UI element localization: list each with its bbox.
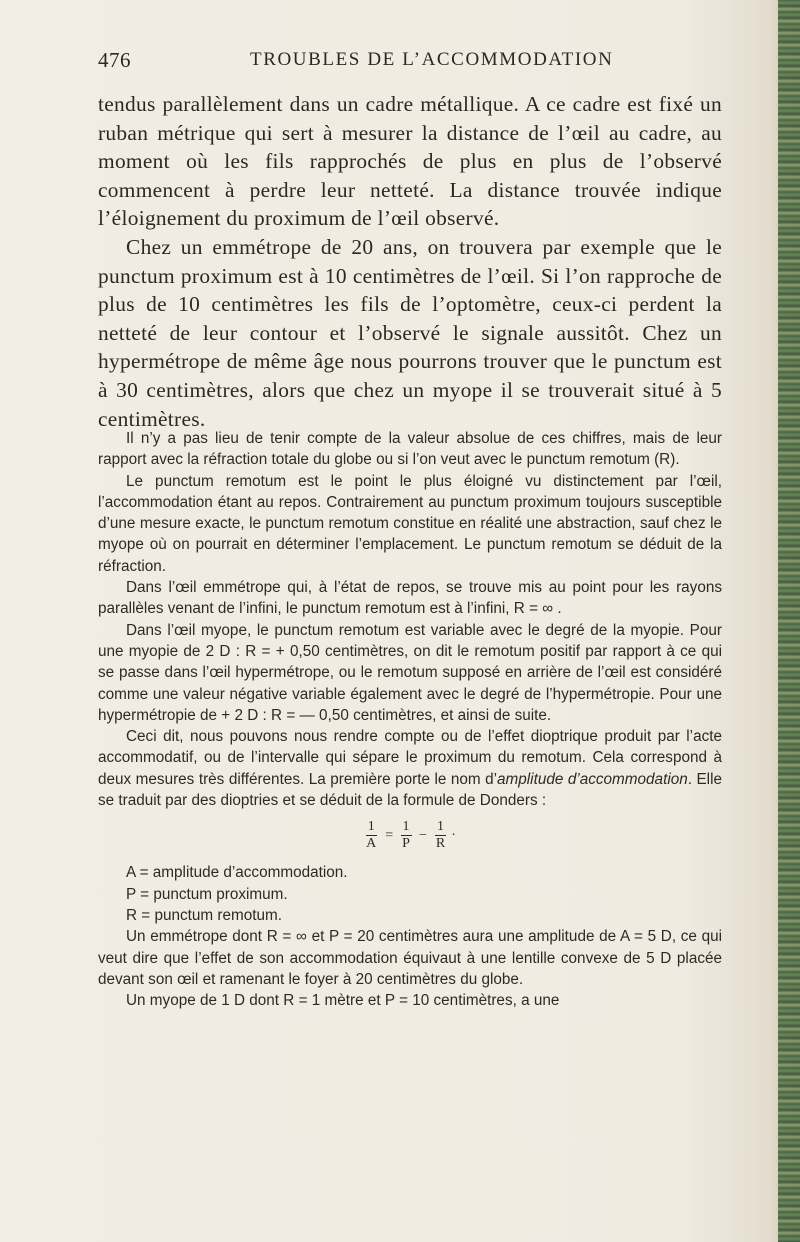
fraction-1-over-r xyxy=(434,819,447,852)
small-paragraph-6: Un emmétrope dont R = ∞ et P = 20 centimètres aura une amplitude de A = 5 D, ce qui veut dire que l’effet de son accommodation équivaut à une lentille convexe de 5 D placée devant son œil et ramenant le foyer à 20 centimètres du globe. xyxy=(98,928,722,988)
fraction-numerator: 1 xyxy=(402,819,410,835)
definition-a: A = amplitude d’accommodation. xyxy=(126,864,348,882)
fraction-1-over-a xyxy=(364,819,378,852)
page-number: 476 xyxy=(98,48,131,72)
small-paragraph-5 xyxy=(98,726,722,811)
equals-sign: = xyxy=(385,828,394,844)
p5-text-after: . Elle se traduit par des dioptries et se déduit de la formule de Donders : xyxy=(98,770,722,810)
definition-r: R = punctum remotum. xyxy=(126,906,283,924)
small-paragraph-2: Le punctum remotum est le point le plus éloigné vu distinctement par l’œil, l’accommodation étant au repos. Contrairement au punctum proximum toujours susceptible d’une mesure exacte, le punctum remotum constitue en réalité une abstraction, sauf chez le myope où on pourrait en déterminer l’emplacement. Le punctum remotum se déduit de la réfraction. xyxy=(98,472,722,575)
main-paragraph-2: Chez un emmétrope de 20 ans, on trouvera par exemple que le punctum proximum est à 10 centimètres de l’œil. Si l’on rapproche de plus de 10 centimètres les fils de l’optomètre, ceux-ci perdent la netteté de leur contour et l’observé le signale aussitôt. Chez un hypermétrope de même âge nous pourrons trouver que le punctum est à 30 centimètres, alors que chez un myope il se trouverait situé à 5 centimètres. xyxy=(98,234,722,431)
page-edge-binding xyxy=(778,0,800,1242)
p5-italic-term: amplitude d’accommodation xyxy=(497,770,688,788)
p5-text-before: Ceci dit, nous pouvons nous rendre compte ou de l’effet dioptrique produit par l’acte accommodatif, ou de l’intervalle qui sépare le proximum du remotum. Cela correspond à deux mesures très différentes. La première porte le nom d’ xyxy=(98,728,722,788)
fraction-denominator: P xyxy=(402,836,410,852)
donders-formula xyxy=(98,819,722,852)
small-paragraph-3: Dans l’œil emmétrope qui, à l’état de repos, se trouve mis au point pour les rayons parallèles venant de l’infini, le punctum remotum est à l’infini, R = ∞ . xyxy=(98,579,722,618)
main-paragraph-1: tendus parallèlement dans un cadre métallique. A ce cadre est fixé un ruban métrique qui sert à mesurer la distance de l’œil au cadre, au moment où les fils rapprochés de plus en plus de l’observé commencent à perdre leur netteté. La distance trouvée indique l’éloignement du proximum de l’œil observé. xyxy=(98,92,722,231)
fraction-1-over-p xyxy=(400,819,412,852)
small-paragraph-4: Dans l’œil myope, le punctum remotum est variable avec le degré de la myopie. Pour une myopie de 2 D : R = + 0,50 centimètres, on dit le remotum positif par rapport à ce qui se passe dans l’œil hypermétrope, ou le remotum supposé en arrière de l’œil est considéré comme une valeur négative variable également avec le degré de l’hypermétropie. Pour une hypermétropie de + 2 D : R = — 0,50 centimètres, et ainsi de suite. xyxy=(98,621,722,724)
fraction-denominator: A xyxy=(366,836,377,852)
minus-sign: − xyxy=(418,828,427,844)
fraction-numerator: 1 xyxy=(437,819,445,835)
page-header xyxy=(98,48,720,78)
formula-end-dot: · xyxy=(451,828,456,844)
running-title: TROUBLES DE L’ACCOMMODATION xyxy=(250,49,614,70)
fraction-numerator: 1 xyxy=(367,819,375,835)
main-text xyxy=(98,90,722,433)
fraction-denominator: R xyxy=(435,836,446,852)
footnote-text xyxy=(98,428,722,1011)
small-paragraph-1: Il n’y a pas lieu de tenir compte de la valeur absolue de ces chiffres, mais de leur rapport avec la réfraction totale du globe ou si l’on veut avec le punctum remotum (R). xyxy=(98,430,722,469)
small-paragraph-7: Un myope de 1 D dont R = 1 mètre et P = 10 centimètres, a une xyxy=(126,992,560,1010)
definition-p: P = punctum proximum. xyxy=(126,885,288,903)
